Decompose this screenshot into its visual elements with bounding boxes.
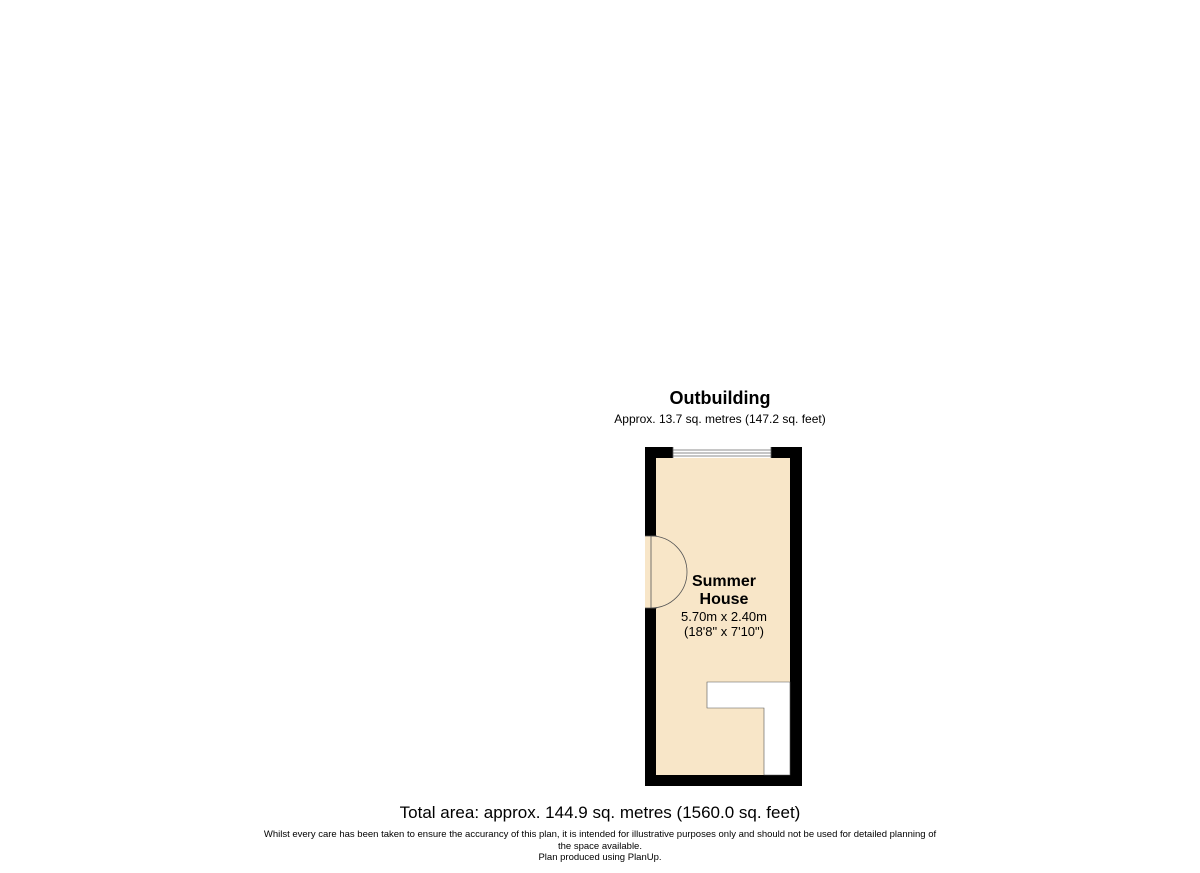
disclaimer (225, 829, 975, 864)
floor-area: Approx. 13.7 sq. metres (147.2 sq. feet) (614, 412, 826, 426)
room-name (672, 573, 776, 609)
disclaimer-line2: the space available. (558, 840, 642, 852)
total-area: Total area: approx. 144.9 sq. metres (1560.0 sq. feet) (399, 803, 801, 822)
produced-by: Plan produced using PlanUp. (538, 852, 662, 863)
room-name-line2: House (699, 591, 749, 608)
disclaimer-line1: Whilst every care has been taken to ensure the accurancy of this plan, it is intended for illustrative purposes only and should not be used for detailed planning of (263, 829, 937, 840)
window (673, 447, 771, 458)
room-dimensions-imperial: (18'8" x 7'10") (684, 624, 764, 639)
room-dimensions-metric: 5.70m x 2.40m (681, 609, 767, 624)
room-name-line1: Summer (691, 573, 757, 590)
floor-title: Outbuilding (669, 388, 771, 408)
